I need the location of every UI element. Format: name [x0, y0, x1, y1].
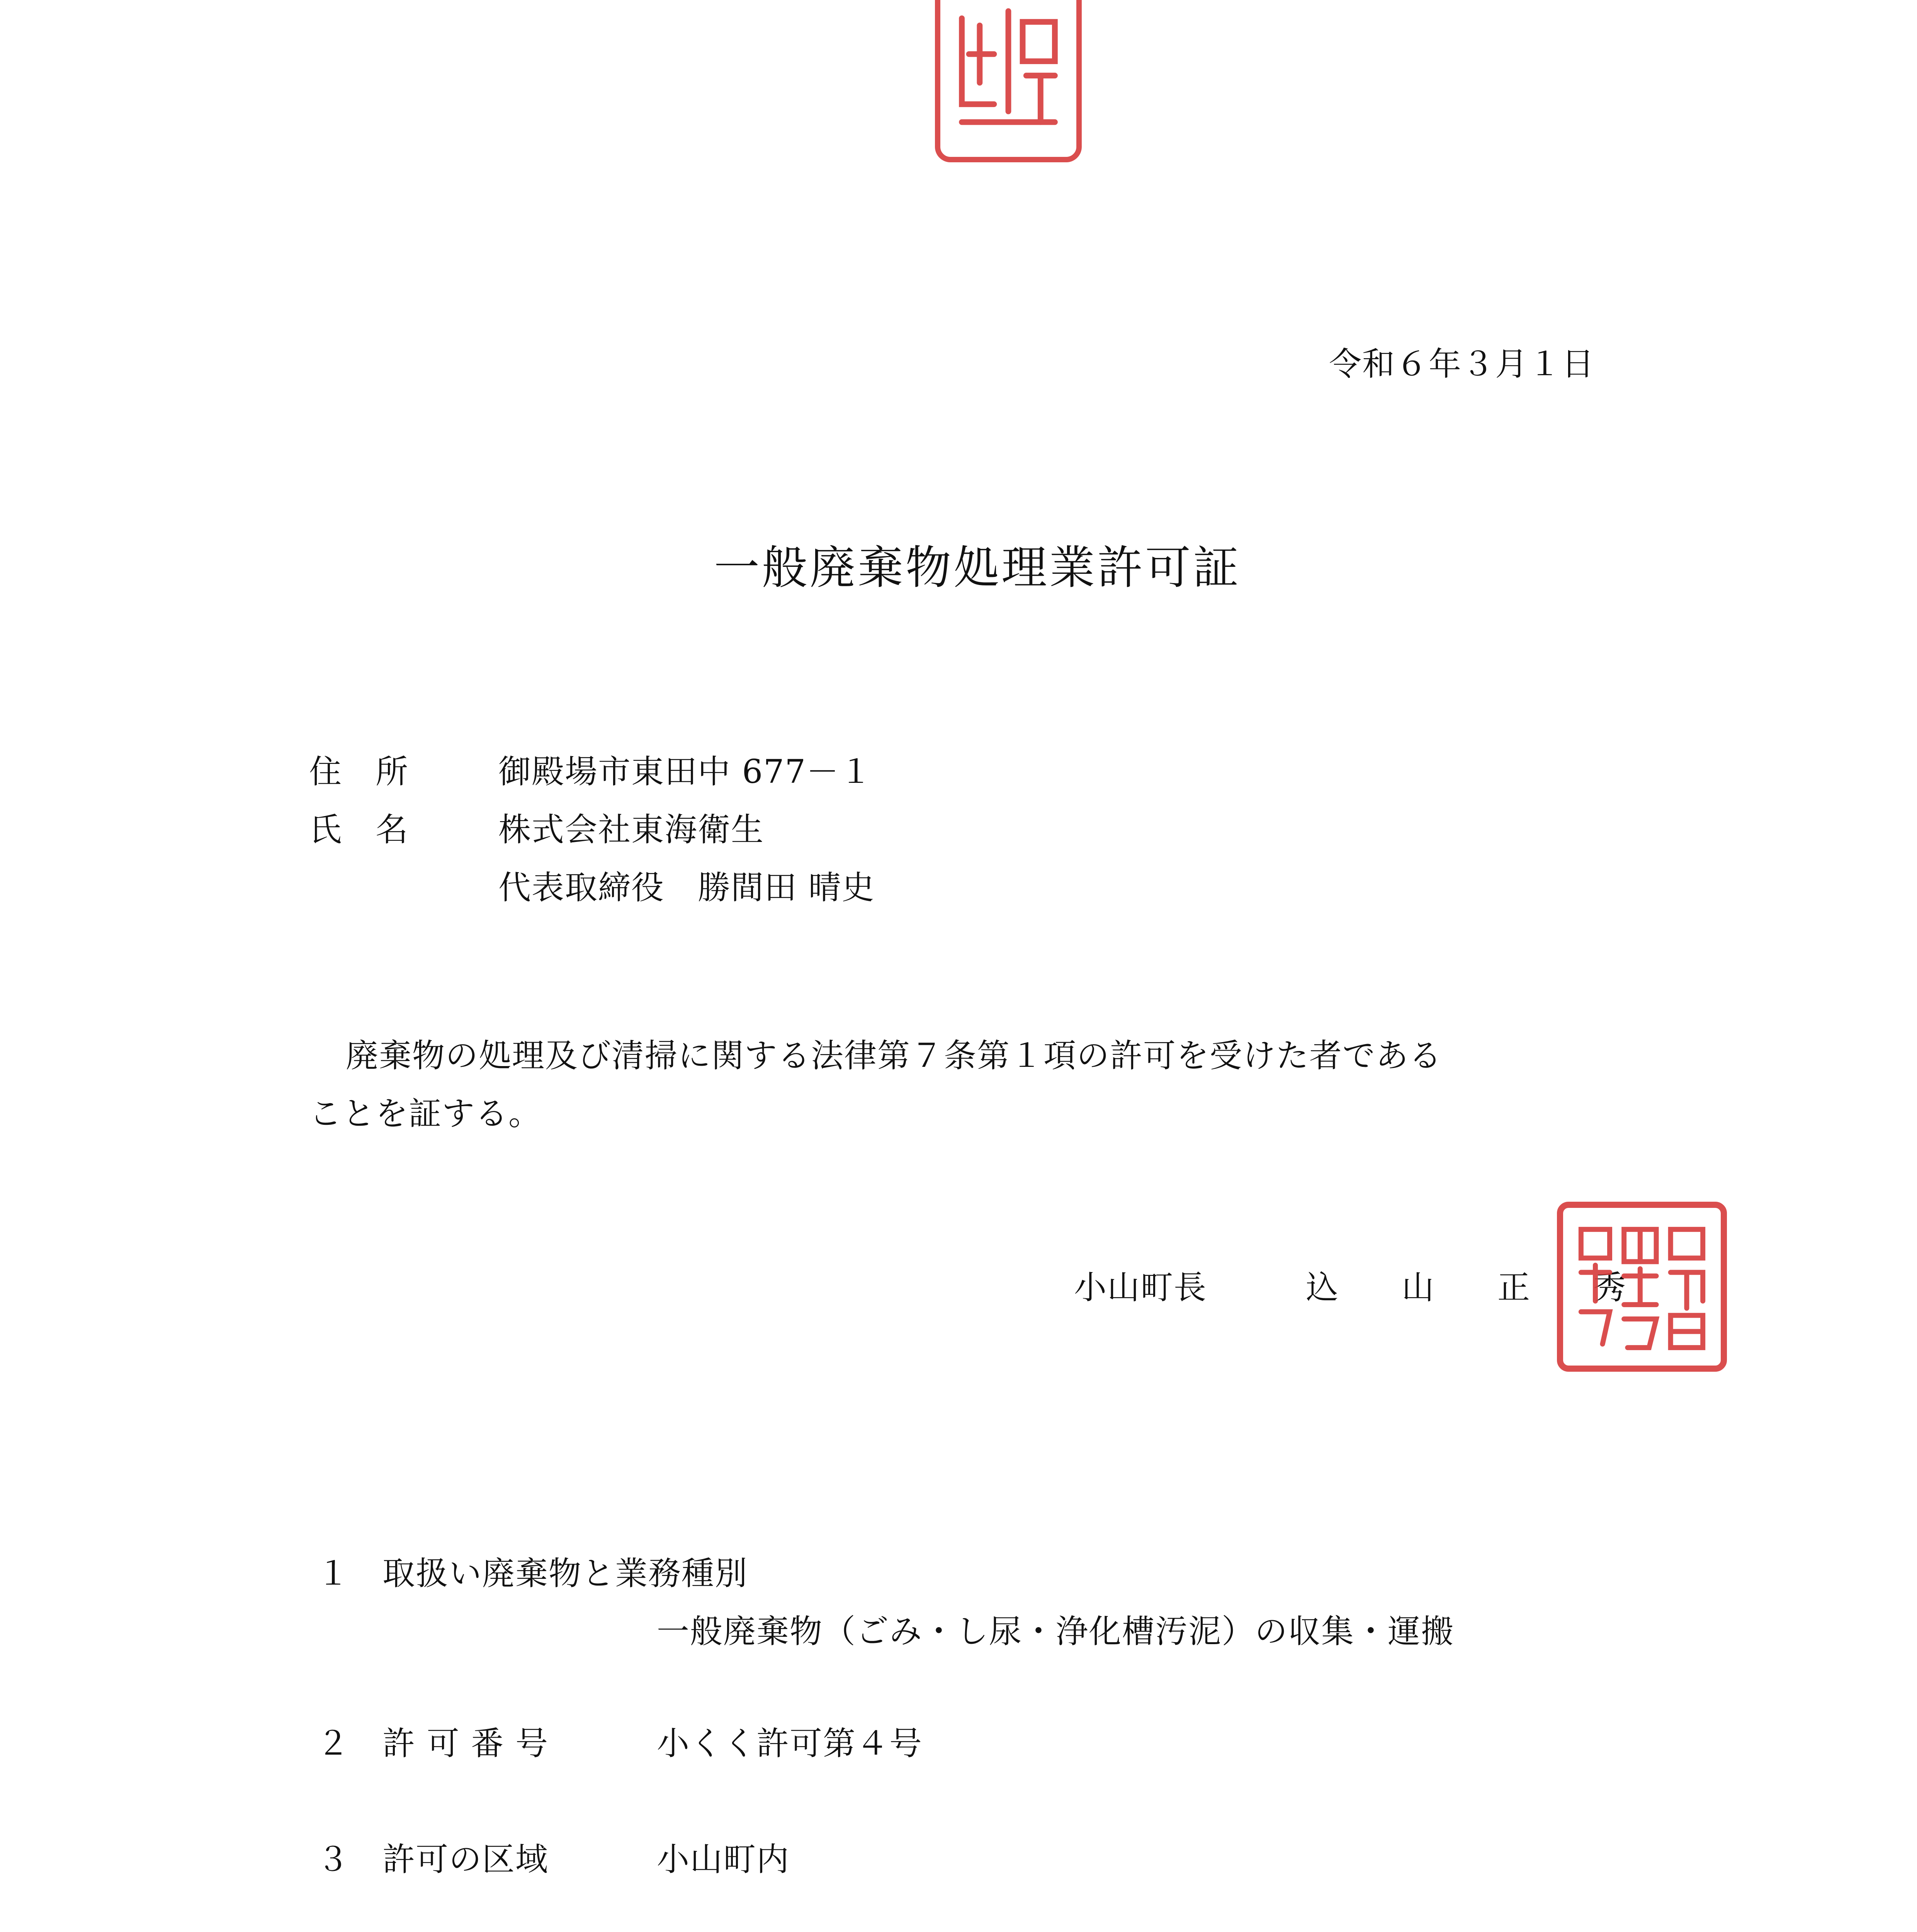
- top-seal-stamp: [935, 0, 1082, 162]
- item-number: ３: [317, 1840, 350, 1878]
- representative-name: 代表取締役 勝間田 晴史: [498, 869, 875, 906]
- item-label: 取扱い廃棄物と業務種別: [382, 1554, 748, 1592]
- mayor-seal-stamp: [1557, 1202, 1727, 1372]
- issuer-name: 込 山 正 秀: [1306, 1269, 1642, 1306]
- name-label: 氏 名: [309, 811, 409, 849]
- certification-line-2: ことを証する。: [309, 1095, 542, 1133]
- item-number: ２: [317, 1725, 350, 1762]
- item-value: 小くく許可第４号: [657, 1725, 923, 1762]
- item-value: 一般廃棄物（ごみ・し尿・浄化槽汚泥）の収集・運搬: [657, 1612, 1455, 1650]
- certification-line-1: 廃棄物の処理及び清掃に関する法律第７条第１項の許可を受けた者である: [346, 1037, 1443, 1075]
- item-value: 小山町内: [657, 1840, 790, 1878]
- document-title: 一般廃棄物処理業許可証: [714, 541, 1241, 594]
- item-label: 許 可 番 号: [382, 1725, 549, 1762]
- top-seal-stamp-graphic: [940, 0, 1076, 157]
- item-label: 許可の区域: [382, 1840, 549, 1878]
- issuer-title: 小山町長: [1074, 1269, 1207, 1306]
- mayor-seal-graphic: [1563, 1208, 1721, 1366]
- company-name: 株式会社東海衛生: [498, 811, 765, 849]
- item-number: １: [317, 1554, 350, 1592]
- issue-date: 令和６年３月１日: [1329, 345, 1595, 383]
- address-label: 住 所: [309, 753, 409, 791]
- address-value: 御殿場市東田中 677－１: [498, 753, 873, 791]
